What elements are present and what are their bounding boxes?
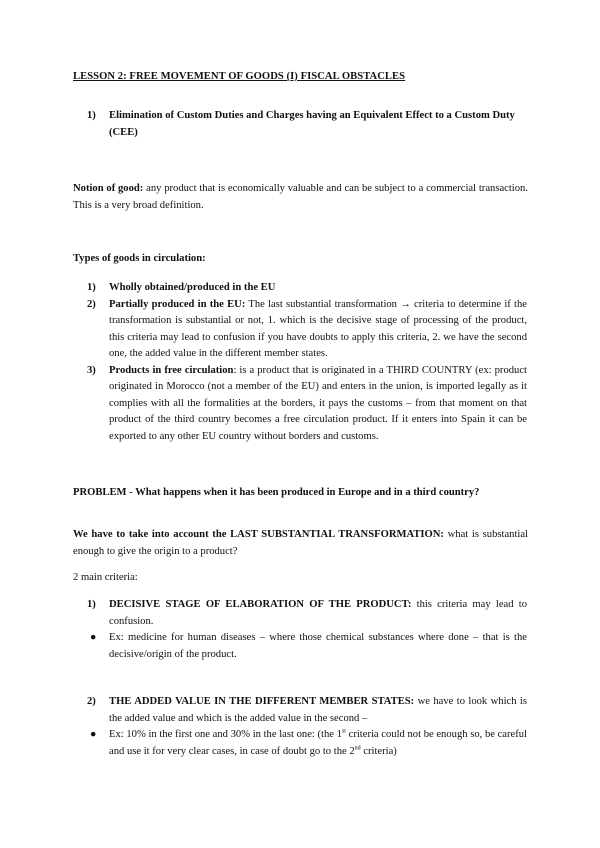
item-text: : is a product that is originated in a THIRD COUNTRY (ex: product originated in Morocco (not a member of the EU) and enters in the union, is imported legally as it complies with all the formalities at the borders, it pays the customs – from that moment on that product of the third country becomes a free circulation product. If it enters into Spain it can be exported to any other EU country without borders and customs.	[109, 364, 527, 442]
section-number: 1)	[87, 110, 96, 121]
list-item	[87, 363, 527, 446]
list-item	[87, 280, 527, 297]
bullet-item	[87, 727, 527, 760]
list-item	[87, 597, 527, 630]
item-label: Wholly obtained/produced in the EU	[109, 282, 276, 293]
item-text: we have to look which is the added value and which is the added value in the second –	[109, 696, 527, 724]
bullet-text: Ex: 10% in the first one and 30% in the last one: (the 1st criteria could not be enough so, be careful and use it for very clear cases, in case of doubt go to the 2nd criteria)	[109, 728, 528, 757]
lesson-title: LESSON 2: FREE MOVEMENT OF GOODS (I) FISCAL OBSTACLES	[73, 71, 406, 82]
bullet-text: Ex: medicine for human diseases – where those chemical substances where done – that is the decisive/origin of the product.	[109, 632, 527, 660]
list-item	[87, 694, 527, 727]
notion-text: any product that is economically valuable and can be subject to a commercial transaction. This is a very broad definition.	[73, 183, 528, 211]
list-item	[87, 297, 527, 363]
notion-paragraph	[73, 181, 528, 214]
problem-paragraph: PROBLEM - What happens when it has been produced in Europe and in a third country?	[73, 487, 480, 498]
item-number: 1)	[87, 282, 96, 293]
notion-label: Notion of good:	[73, 183, 144, 194]
criteria-1	[87, 597, 527, 663]
types-list	[87, 280, 527, 445]
bullet-item	[87, 630, 527, 663]
bullet-dot: ●	[90, 729, 97, 740]
transformation-paragraph	[73, 527, 528, 560]
transformation-label: We have to take into account the LAST SUBSTANTIAL TRANSFORMATION:	[73, 529, 444, 540]
criteria-intro: 2 main criteria:	[73, 572, 138, 583]
item-label: Products in free circulation	[109, 364, 234, 376]
item-number: 1)	[87, 599, 96, 610]
item-label: Partially produced in the EU:	[109, 298, 246, 310]
item-label: DECISIVE STAGE OF ELABORATION OF THE PRODUCT:	[109, 599, 412, 610]
types-heading: Types of goods in circulation:	[73, 253, 206, 264]
transformation-text: what is substantial enough to give the origin to a product?	[73, 529, 528, 557]
item-text: The last substantial transformation → criteria to determine if the transformation is substantial or not, 1. which is the decisive stage of processing of the product, this criteria may lead to confusion if you have doubts to apply this criteria, 2. we have the second one, the added value in the different member states.	[109, 298, 527, 359]
item-number: 2)	[87, 696, 96, 707]
section-heading-1	[87, 108, 517, 141]
item-label: THE ADDED VALUE IN THE DIFFERENT MEMBER STATES:	[109, 696, 415, 707]
section-text: Elimination of Custom Duties and Charges having an Equivalent Effect to a Custom Duty (CEE)	[109, 110, 515, 138]
bullet-dot: ●	[90, 632, 97, 643]
item-text: this criteria may lead to confusion.	[109, 599, 527, 627]
criteria-2	[87, 694, 527, 760]
item-number: 3)	[87, 364, 96, 376]
item-number: 2)	[87, 298, 96, 310]
